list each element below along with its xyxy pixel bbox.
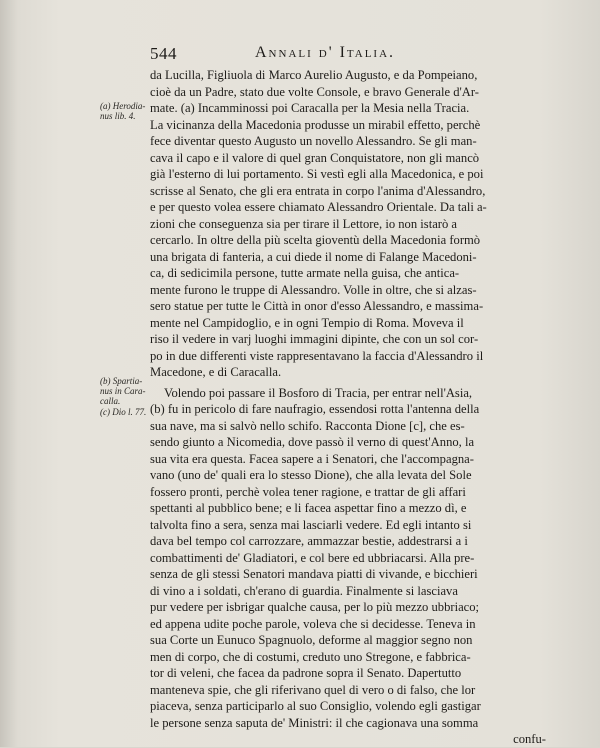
text-line: combattimenti de' Gladiatori, e col bere ed ubbriacarsi. Alla pre-: [150, 550, 475, 565]
margin-note: calla.: [100, 396, 121, 406]
text-line: Macedone, e di Caracalla.: [150, 365, 282, 379]
text-line: ed appena udite poche parole, voleva che si decidesse. Teneva in: [150, 616, 476, 631]
text-line: ca, di sedicimila persone, tutte armate nella guisa, che antica-: [150, 266, 460, 280]
text-line: sua vita era questa. Facea sapere a i Senatori, che l'accompagna-: [150, 451, 474, 466]
text-line: spettanti al pubblico bene; e li facea aspettar fino a mezzo dì, e: [150, 501, 467, 515]
text-line: da Lucilla, Figliuola di Marco Aurelio Augusto, e da Pompeiano,: [150, 68, 478, 82]
text-line: cioè da un Padre, stato due volte Console, e bravo Generale d'Ar-: [150, 84, 479, 99]
text-line: sua Corte un Eunuco Spagnuolo, deforme al maggior segno non: [150, 633, 473, 647]
text-line: già l'esterno di lui portamento. Si vestì egli alla Macedonica, e poi: [150, 167, 484, 181]
text-line: Volendo poi passare il Bosforo di Tracia, per entrar nell'Asia,: [164, 385, 473, 400]
text-line: mente furono le truppe di Alessandro. Volle in oltre, che si alzas-: [150, 282, 477, 297]
page-header: [150, 44, 470, 68]
text-line: mente nel Campidoglio, e in ogni Tempio di Roma. Moveva il: [150, 315, 464, 330]
text-line: fossero pronti, perchè volea tener ragione, e trattar de gli affari: [150, 484, 466, 499]
text-line: zioni che conseguenza sia per tirare il Lettore, io non istarò a: [150, 216, 458, 231]
text-line: piaceva, senza participarlo al suo Consiglio, volendo egli gastigar: [150, 699, 481, 713]
text-line: mate. (a) Incamminossi poi Caracalla per la Mesia nella Tracia.: [150, 101, 470, 115]
text-line: manteneva spie, che gli riferivano quel di vero o di falso, che lor: [150, 682, 476, 697]
text-line: una brigata di fanteria, a cui diede il nome di Falange Macedoni-: [150, 249, 477, 264]
text-line: di vino a i soldati, ch'erano di guardia. Finalmente si lasciava: [150, 583, 458, 598]
text-line: vano (uno de' quali era lo stesso Dione), che alla levata del Sole: [150, 468, 472, 482]
margin-note: (b) Spartia-: [100, 376, 143, 386]
text-line: sendo giunto a Nicomedia, dove passò il verno di quest'Anno, la: [150, 435, 475, 449]
text-line: scrisse al Senato, che gli era entrata in corpo l'anima d'Alessandro,: [150, 183, 486, 198]
text-line: tor di veleni, che facea da padrone sopra il Senato. Dapertutto: [150, 666, 462, 680]
margin-note: nus in Cara-: [100, 386, 146, 396]
text-line: fece diventar questo Augusto un novello Alessandro. Se gli man-: [150, 134, 477, 148]
running-title: Annali d' Italia.: [255, 44, 396, 61]
text-line: e per questo volea essere chiamato Alessandro Orientale. Da tali a-: [150, 200, 487, 214]
text-line: po in due differenti viste rappresentavano la faccia d'Alessandro il: [150, 348, 484, 363]
text-line: (b) fu in pericolo di fare naufragio, essendosi rotta l'antenna della: [150, 402, 480, 416]
catchword: confu-: [513, 732, 546, 746]
text-line: talvolta fino a sera, senza mai lasciarli vedere. Ed egli intanto si: [150, 517, 472, 532]
text-line: La vicinanza della Macedonia produsse un mirabil effetto, perchè: [150, 117, 481, 132]
text-line: sua nave, ma si salvò nello schifo. Racconta Dione [c], che es-: [150, 418, 465, 433]
text-line: riso il vedere in varj luoghi immagini dipinte, che con un sol cor-: [150, 332, 479, 346]
text-line: le persone senza saputa de' Ministri: il che cagionava una somma: [150, 715, 479, 730]
text-line: sero statue per tutte le Città in onor d'esso Alessandro, e massima-: [150, 299, 484, 313]
text-line: men di corpo, che di costumi, creduto uno Stregone, e fabbrica-: [150, 649, 471, 664]
body-text: [150, 67, 546, 748]
margin-note: (c) Dio l. 77.: [100, 407, 147, 417]
margin-note: (a) Herodia-: [100, 101, 146, 111]
text-line: cava il capo e il valore di quel gran Conquistatore, non gli mancò: [150, 150, 480, 165]
page-number: 544: [150, 44, 177, 63]
text-line: senza de gli stessi Senatori mandava piatti di vivande, e bicchieri: [150, 567, 478, 581]
text-line: cercarlo. In oltre della più scelta gioventù della Macedonia formò: [150, 233, 481, 247]
text-line: dava bel tempo col carrozzare, ammazzar bestie, addestrarsi a i: [150, 534, 468, 548]
margin-note: nus lib. 4.: [100, 111, 136, 121]
text-line: pur vedere per isbrigar qualche causa, per lo più mezzo ubbriaco;: [150, 600, 480, 614]
